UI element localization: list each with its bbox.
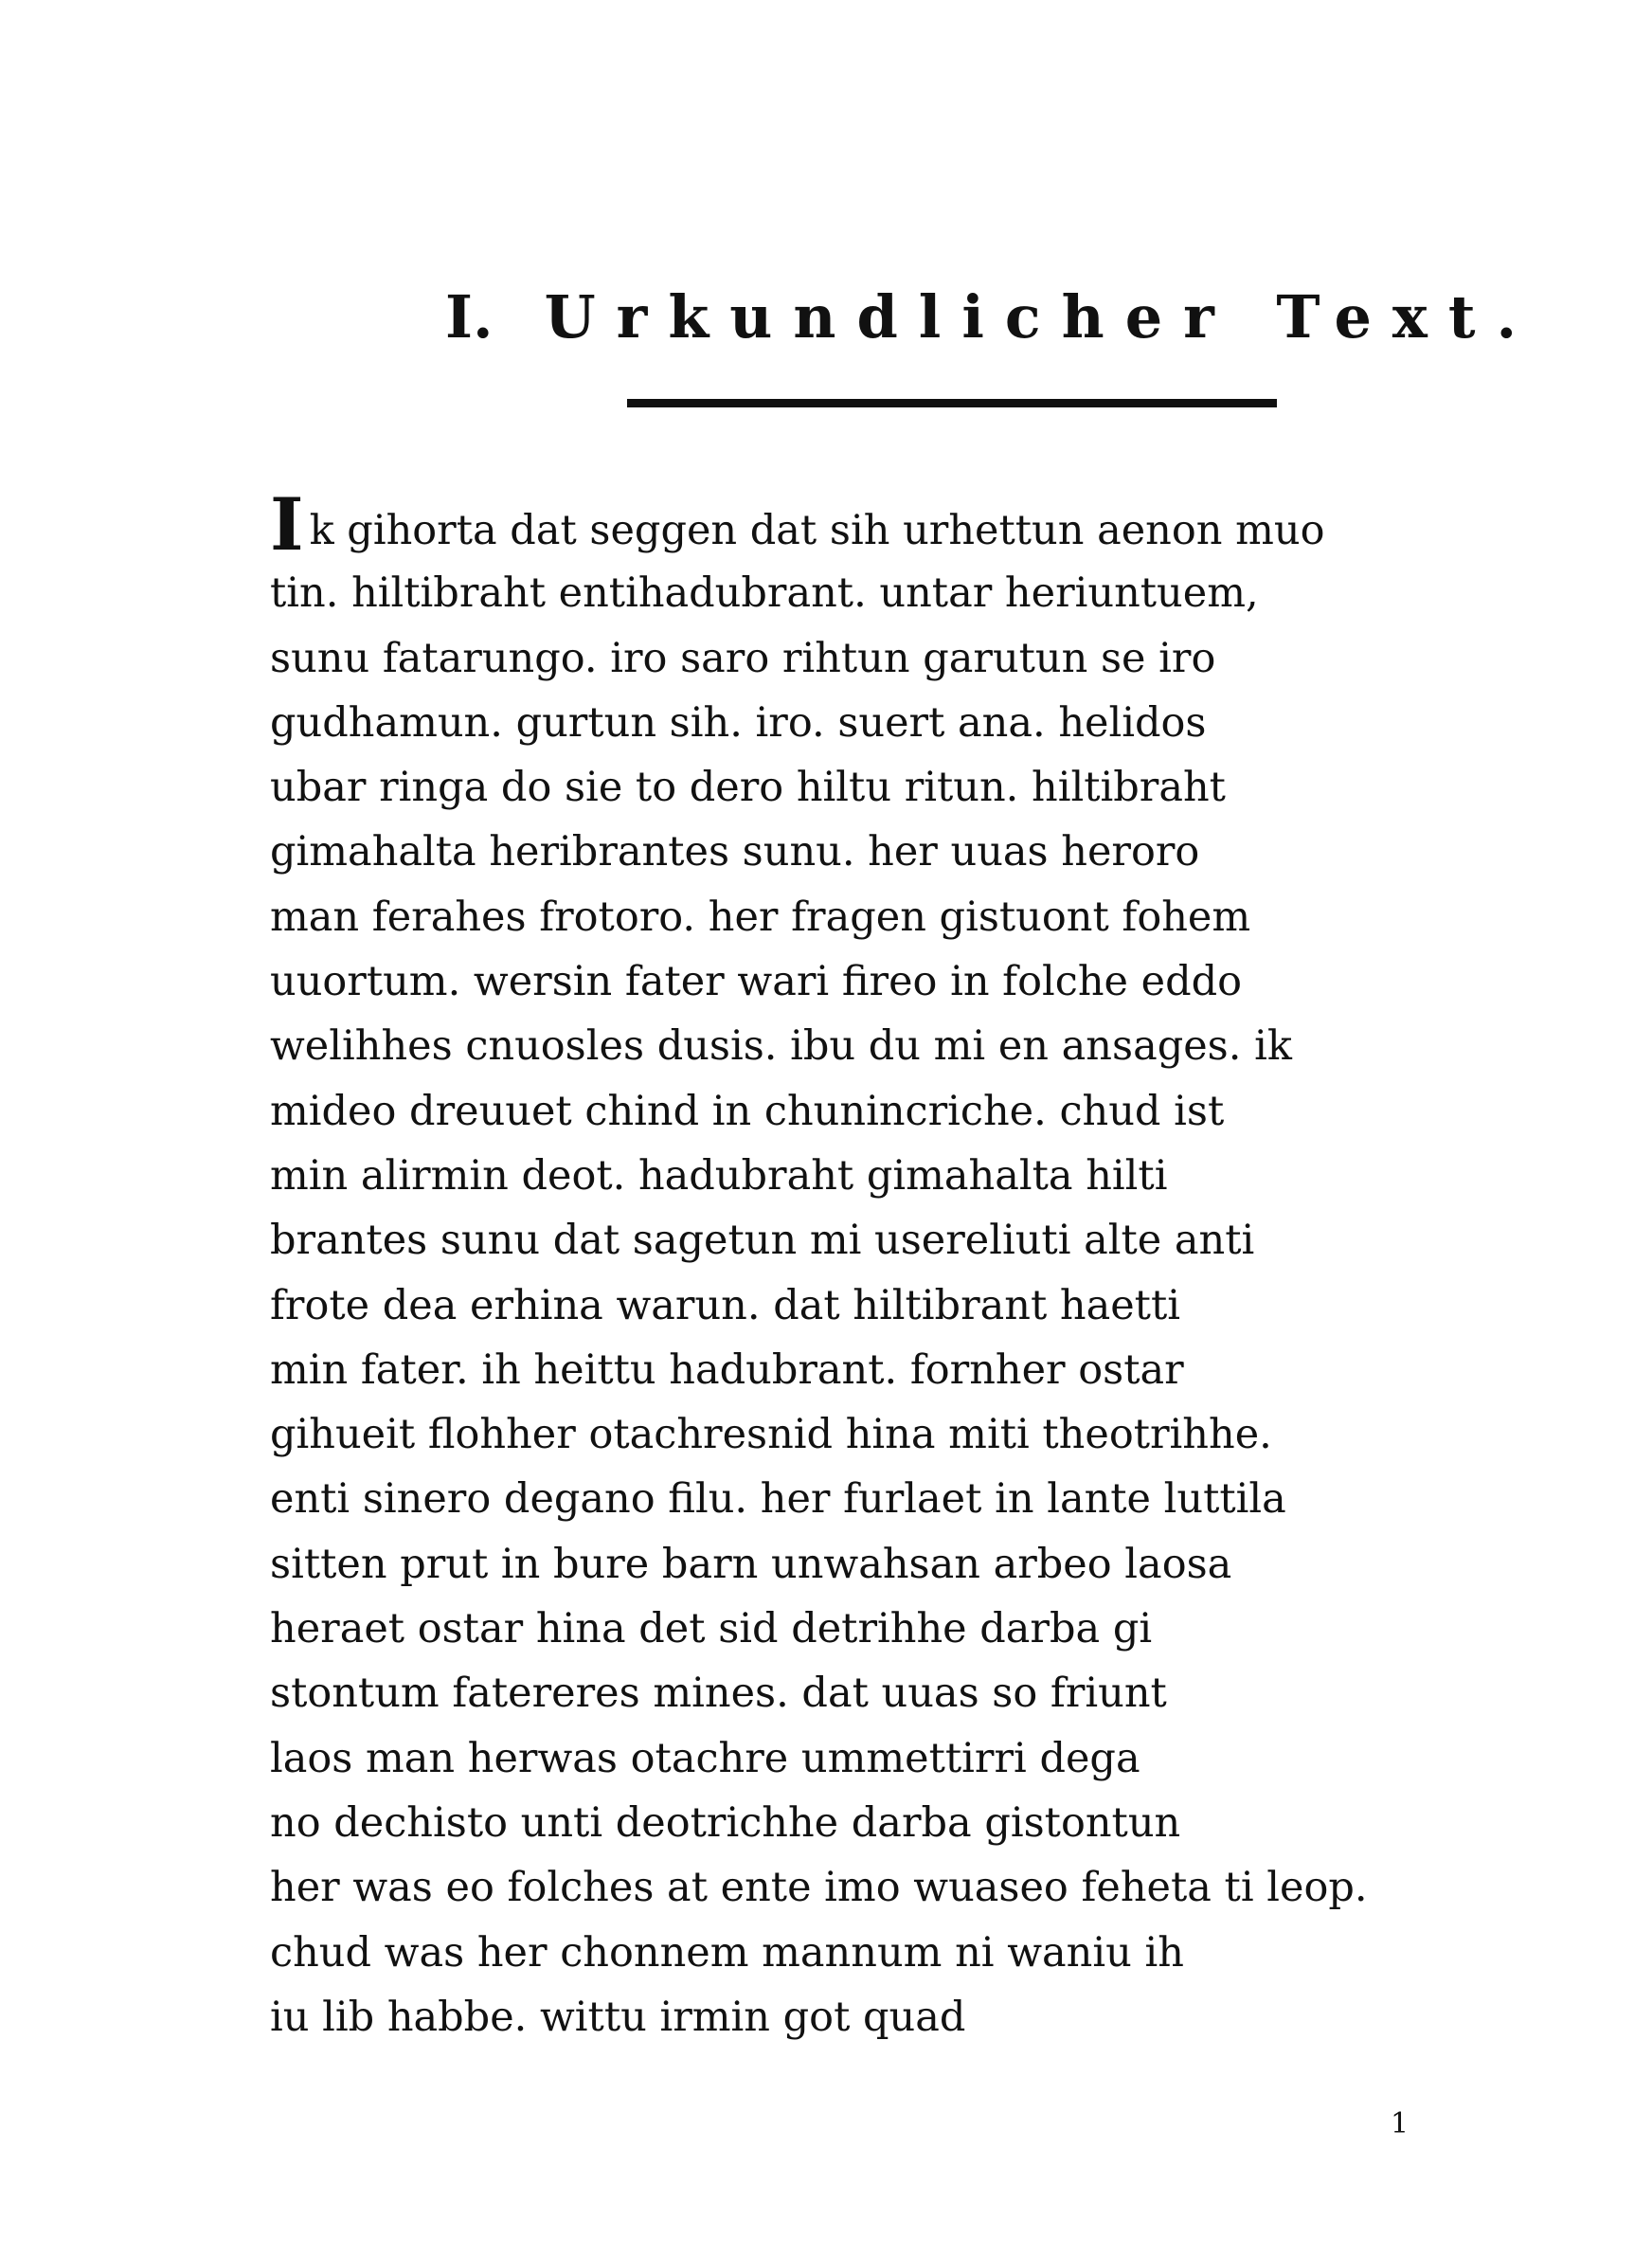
- page-number: 1: [1391, 2107, 1410, 2140]
- text-line: ubar ringa do sie to dero hiltu ritun. hiltibraht: [270, 764, 1226, 812]
- heading-number: I.: [445, 282, 494, 352]
- manuscript-text: [270, 482, 1539, 2049]
- text-line: frote dea erhina warun. dat hiltibrant haetti: [270, 1281, 1180, 1329]
- text-line: enti sinero degano filu. her furlaet in lante luttila: [270, 1475, 1286, 1524]
- text-line: no dechisto unti deotrichhe darba gistontun: [270, 1798, 1181, 1847]
- text-line: stontum fatereres mines. dat uuas so friunt: [270, 1670, 1167, 1718]
- text-line: welihhes cnuosles dusis. ibu du mi en ansages. ik: [270, 1022, 1292, 1071]
- text-line: brantes sunu dat sagetun mi usereliuti alte anti: [270, 1217, 1255, 1265]
- text-line: heraet ostar hina det sid detrihhe darba gi: [270, 1605, 1153, 1653]
- text-line: min alirmin deot. hadubraht gimahalta hilti: [270, 1151, 1168, 1200]
- text-line: sunu fatarungo. iro saro rihtun garutun se iro: [270, 634, 1216, 682]
- title-divider: [627, 399, 1277, 407]
- drop-initial: I: [270, 482, 304, 567]
- text-line: mideo dreuuet chind in chunincriche. chud ist: [270, 1087, 1225, 1135]
- text-line: man ferahes frotoro. her fragen gistuont fohem: [270, 893, 1251, 941]
- text-line-content: k gihorta dat seggen dat sih urhettun aenon muo: [309, 507, 1325, 554]
- text-line: gimahalta heribrantes sunu. her uuas heroro: [270, 828, 1200, 876]
- page-heading: [445, 265, 1538, 370]
- text-line: sitten prut in bure barn unwahsan arbeo laosa: [270, 1540, 1232, 1588]
- text-line: laos man herwas otachre ummettirri dega: [270, 1734, 1140, 1782]
- text-line: tin. hiltibraht entihadubrant. untar heriuntuem,: [270, 569, 1259, 618]
- text-line: gihueit flohher otachresnid hina miti theotrihhe.: [270, 1411, 1272, 1459]
- text-line: uuortum. wersin fater wari fireo in folche eddo: [270, 958, 1243, 1006]
- heading-title: Urkundlicher Text.: [544, 282, 1538, 352]
- text-line: [270, 482, 1539, 567]
- text-line: her was eo folches at ente imo wuaseo feheta ti leop.: [270, 1864, 1368, 1912]
- text-line: gudhamun. gurtun sih. iro. suert ana. helidos: [270, 698, 1207, 747]
- text-line: min fater. ih heittu hadubrant. fornher ostar: [270, 1345, 1184, 1394]
- text-line: iu lib habbe. wittu irmin got quad: [270, 1993, 966, 2041]
- text-line: chud was her chonnem mannum ni waniu ih: [270, 1928, 1184, 1977]
